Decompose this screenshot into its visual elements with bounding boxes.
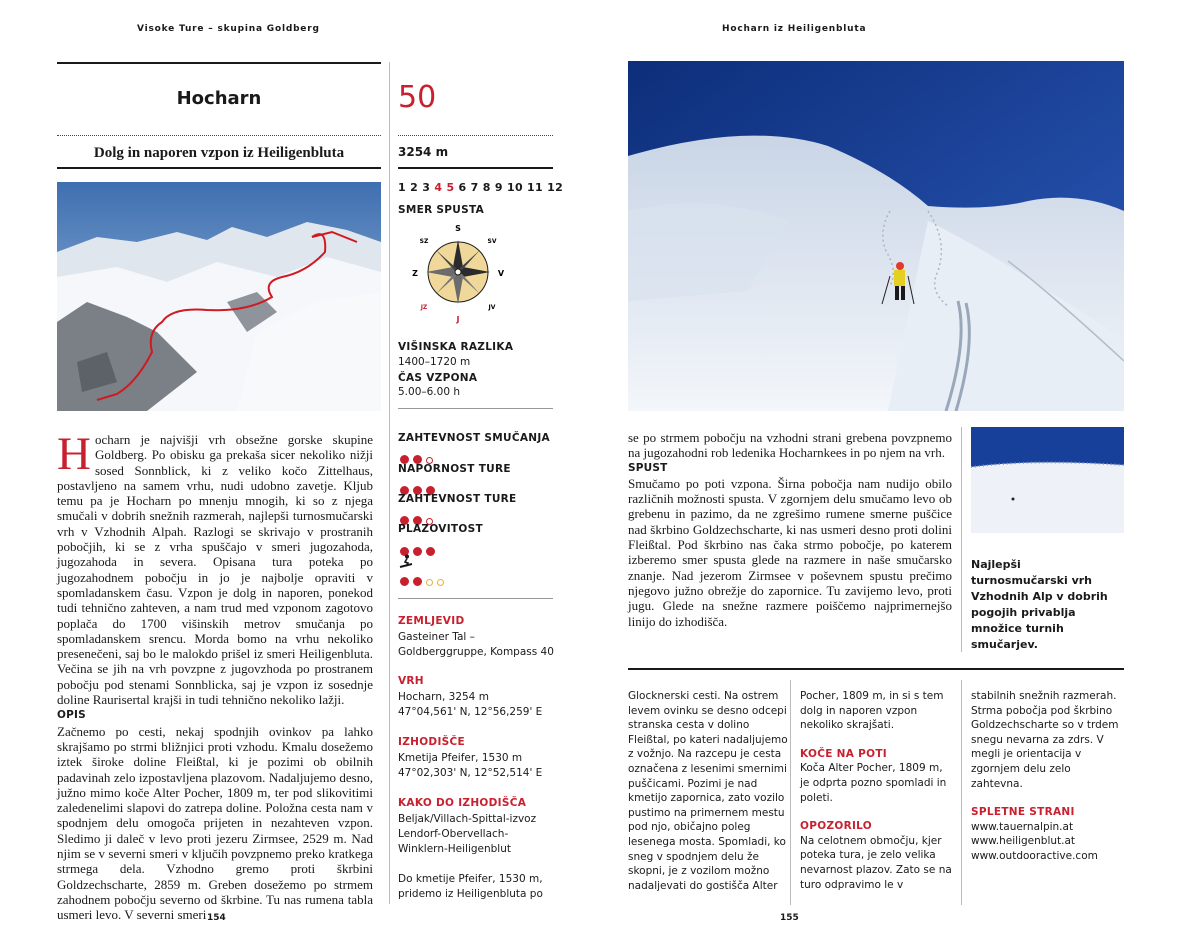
caption-rule bbox=[961, 427, 962, 652]
opozorilo-label: OPOZORILO bbox=[800, 820, 873, 833]
opozorilo-text: Na celotnem območju, kjer poteka tura, je zelo velika nevarnost plazov. Zato se na turo odpravimo le v bbox=[800, 834, 952, 891]
main-photo bbox=[628, 61, 1124, 411]
route-photo bbox=[57, 182, 381, 411]
compass-n: S bbox=[455, 224, 461, 233]
column-3-text: stabilnih snežnih razmerah. Strma pobočja pod škrbino Goldzechscharte so v trdem snegu nevarna za zdrs. V megli je orientacija v zgornjem delu zelo zahtevna. bbox=[971, 690, 1119, 790]
section-spust: SPUST bbox=[628, 461, 668, 474]
smer-spusta-label: SMER SPUSTA bbox=[398, 204, 485, 216]
continuation-text bbox=[628, 430, 952, 629]
spust-paragraph: Smučamo po poti vzpona. Širna pobočja nam nudijo obilo različnih možnosti spusta. V zgornjem delu smučamo levo ob grebenu in pazimo, da ne zgrešimo rumene smerne puščice nad škrbino Goldzechscharte, ki nas usmeri desno proti dolini Fleißtal. Pod škrbino nas čaka strmo pobočje, po katerem izberemo smer spusta glede na razmere in naše smučarsko znanje. Nad jezerom Zirmsee v poševnem spustu prečimo njegovo južno obrežje do zapornice. Tu zavijemo levo, proti jugu. Glede na snežne razmere poiščemo najprimernejšo linijo do izhodišča. bbox=[628, 475, 952, 629]
info-divider-1 bbox=[398, 408, 553, 409]
visinska-value: 1400–1720 m bbox=[398, 356, 471, 368]
opis-paragraph: Začnemo po cesti, nekaj spodnjih ovinkov pa lahko skrajšamo po strmi bližnjici proti vzhodu. Kmalu dosežemo iztek široke doline Fleißtal, ki je pozimi ob obilnih padavinah zelo izpostavljena plazovom. Nadaljujemo desno, južno mimo koče Alter Pocher, 1809 m, ter pod slikovitimi zaledenelimi slapovi do zatrepa doline. Položna cesta nam v spodnjem delu omogoča prijeten in nezahteven vzpon. Sledimo ji daleč v levo proti jezeru Zirmsee, 2529 m. Nad njim se v severni smeri v ključih povzpnemo preko kratkega strmega dela. Vzhodno gremo proti škrbini Goldzechscharte, 2859 m. Greben dosežemo po strmem zahodnem pobočju severno od škrbine. Tu nas rumena tabla usmeri levo. V severni smeri bbox=[57, 723, 373, 923]
web-link-1[interactable]: www.tauernalpin.at bbox=[971, 820, 1074, 833]
compass-nw: SZ bbox=[419, 238, 429, 245]
kako-line-4: Do kmetije Pfeifer, 1530 m, bbox=[398, 873, 543, 885]
web-link-2[interactable]: www.heiligenblut.at bbox=[971, 835, 1076, 848]
info-divider-2 bbox=[398, 598, 553, 599]
ascent-continuation: se po strmem pobočju na vzhodni strani grebena povzpnemo na jugozahodni rob ledenika Hocharnkees in po njem na vrh. bbox=[628, 430, 952, 461]
cas-label: ČAS VZPONA bbox=[398, 372, 478, 384]
col-divider-2 bbox=[961, 680, 962, 905]
compass-se: JV bbox=[488, 304, 496, 311]
col-divider-1 bbox=[790, 680, 791, 905]
vrh-line-1: Hocharn, 3254 m bbox=[398, 691, 489, 703]
intro-paragraph: ocharn je najvišji vrh obsežne gorske skupine Goldberg. Po obisku ga prekaša sicer nekoliko nižji sosed Sonnblick, ki z veliko kočo Zittelhaus, postavljeno na samem vrhu, nudi udobno zavetje. Kljub temu pa je Hocharn po mnenju mnogih, ki so z njega smučali v dobrih snežnih razmerah, najlepši turnosmučarski vrh v Vzhodnih Alpah. Razlogi se skrivajo v prostranih pobočjih, ki se z vrha spuščajo v smeri jugozahoda, jugozahoda in severa. Opisana tura poteka po jugozahodnem pobočju in jo je najbolje opraviti v spomladanskem času. Vzpon je dolg in naporen, ponekod tudi tehnično zahteven, a nam trud med vzponom zagotovo poplača do 1700 višinskih metrov smučanja po spomladanskem srencu. Morda bomo na vrhu nekoliko presenečeni, saj bo le malokdo prišel iz smeri Heiligenbluta. Večina se jih na vrh povzpne z jugovzhoda po prostranem pobočju pod stenami Sonnblicka, saj je vzpon iz sosednje doline Raurisertal krajši in tudi tehnično nekoliko lažji. bbox=[57, 432, 373, 708]
visinska-label: VIŠINSKA RAZLIKA bbox=[398, 341, 514, 353]
vrh-label: VRH bbox=[398, 675, 424, 687]
columns-rule bbox=[628, 668, 1124, 670]
small-photo bbox=[971, 427, 1124, 533]
spletne-label: SPLETNE STRANI bbox=[971, 806, 1075, 819]
column-1 bbox=[628, 689, 788, 893]
compass-e: V bbox=[497, 269, 505, 278]
kako-label: KAKO DO IZHODIŠČA bbox=[398, 797, 527, 809]
kako-line-2: Lendorf-Obervellach- bbox=[398, 828, 509, 840]
web-link-3[interactable]: www.outdooractive.com bbox=[971, 849, 1098, 862]
tour-number: 50 bbox=[398, 80, 437, 115]
column-3 bbox=[971, 689, 1124, 864]
zahtevnost-smucanja-label: ZAHTEVNOST SMUČANJA bbox=[398, 432, 550, 444]
drop-cap: H bbox=[57, 428, 91, 480]
zemljevid-line-1: Gasteiner Tal – bbox=[398, 631, 475, 643]
kako-line-3: Winklern-Heiligenblut bbox=[398, 843, 511, 855]
snowboard-rating bbox=[400, 571, 448, 590]
dotted-divider bbox=[57, 135, 381, 136]
compass-sw: JZ bbox=[420, 304, 428, 311]
vrh-line-2: 47°04,561' N, 12°56,259' E bbox=[398, 706, 543, 718]
zahtevnost-ture-label: ZAHTEVNOST TURE bbox=[398, 493, 517, 505]
compass-s: J bbox=[456, 315, 460, 324]
kako-line-5: pridemo iz Heiligenbluta po bbox=[398, 888, 543, 900]
kako-line-1: Beljak/Villach-Spittal-izvoz bbox=[398, 813, 537, 825]
title-rule bbox=[57, 62, 381, 64]
column-2-text: Pocher, 1809 m, in si s tem dolg in naporen vzpon nekoliko skrajšati. bbox=[800, 690, 944, 732]
column-2 bbox=[800, 689, 952, 892]
section-opis: OPIS bbox=[57, 709, 86, 722]
info-rule bbox=[398, 167, 553, 169]
izhodisce-label: IZHODIŠČE bbox=[398, 736, 465, 748]
compass-ne: SV bbox=[487, 238, 497, 245]
page-subtitle: Dolg in naporen vzpon iz Heiligenbluta bbox=[93, 145, 345, 161]
compass-rose-icon bbox=[410, 222, 506, 326]
photo-caption: Najlepši turnosmučarski vrh Vzhodnih Alp v dobrih pogojih privablja množice turnih smučarjev. bbox=[971, 558, 1108, 651]
koce-label: KOČE NA POTI bbox=[800, 747, 887, 760]
zemljevid-line-2: Goldberggruppe, Kompass 40 bbox=[398, 646, 554, 658]
koce-text: Koča Alter Pocher, 1809 m, je odprta pozno spomladi in poleti. bbox=[800, 762, 947, 804]
snowboard-icon bbox=[399, 553, 413, 567]
subtitle-rule bbox=[57, 167, 381, 169]
cas-value: 5.00–6.00 h bbox=[398, 386, 461, 398]
grade-scale: 1 2 3 4 5 6 7 8 9 10 11 12 bbox=[398, 181, 564, 194]
summit-altitude: 3254 m bbox=[398, 145, 449, 159]
intro-text bbox=[57, 428, 373, 923]
napornost-label: NAPORNOST TURE bbox=[398, 463, 511, 475]
running-head-left: Visoke Ture – skupina Goldberg bbox=[137, 24, 320, 34]
page-title: Hocharn bbox=[176, 88, 262, 109]
running-head-right: Hocharn iz Heiligenbluta bbox=[722, 24, 867, 34]
compass-w: Z bbox=[412, 269, 418, 278]
page-number-left: 154 bbox=[207, 913, 226, 923]
izhodisce-line-2: 47°02,303' N, 12°52,514' E bbox=[398, 767, 543, 779]
info-dotted-divider bbox=[398, 135, 553, 136]
plazovitost-label: PLAZOVITOST bbox=[398, 523, 483, 535]
zemljevid-label: ZEMLJEVID bbox=[398, 615, 465, 627]
izhodisce-line-1: Kmetija Pfeifer, 1530 m bbox=[398, 752, 523, 764]
column-rule bbox=[389, 62, 390, 904]
column-1-text: Glocknerski cesti. Na ostrem levem ovinku se desno odcepi stranska cesta v dolino Fleißtal, po kateri nadaljujemo z vožnjo. Na razcepu je cesta označena z lesenimi smernimi puščicami. Pozimi je nad kmetijo zapornica, zato vozilo pustimo na primernem mestu pod njo, običajno poleg lesenega mosta. Spomladi, ko sneg v spodnjem delu že skopni, je z vozilom možno nadaljevati do gostišča Alter bbox=[628, 690, 788, 892]
page-number-right: 155 bbox=[780, 913, 799, 923]
